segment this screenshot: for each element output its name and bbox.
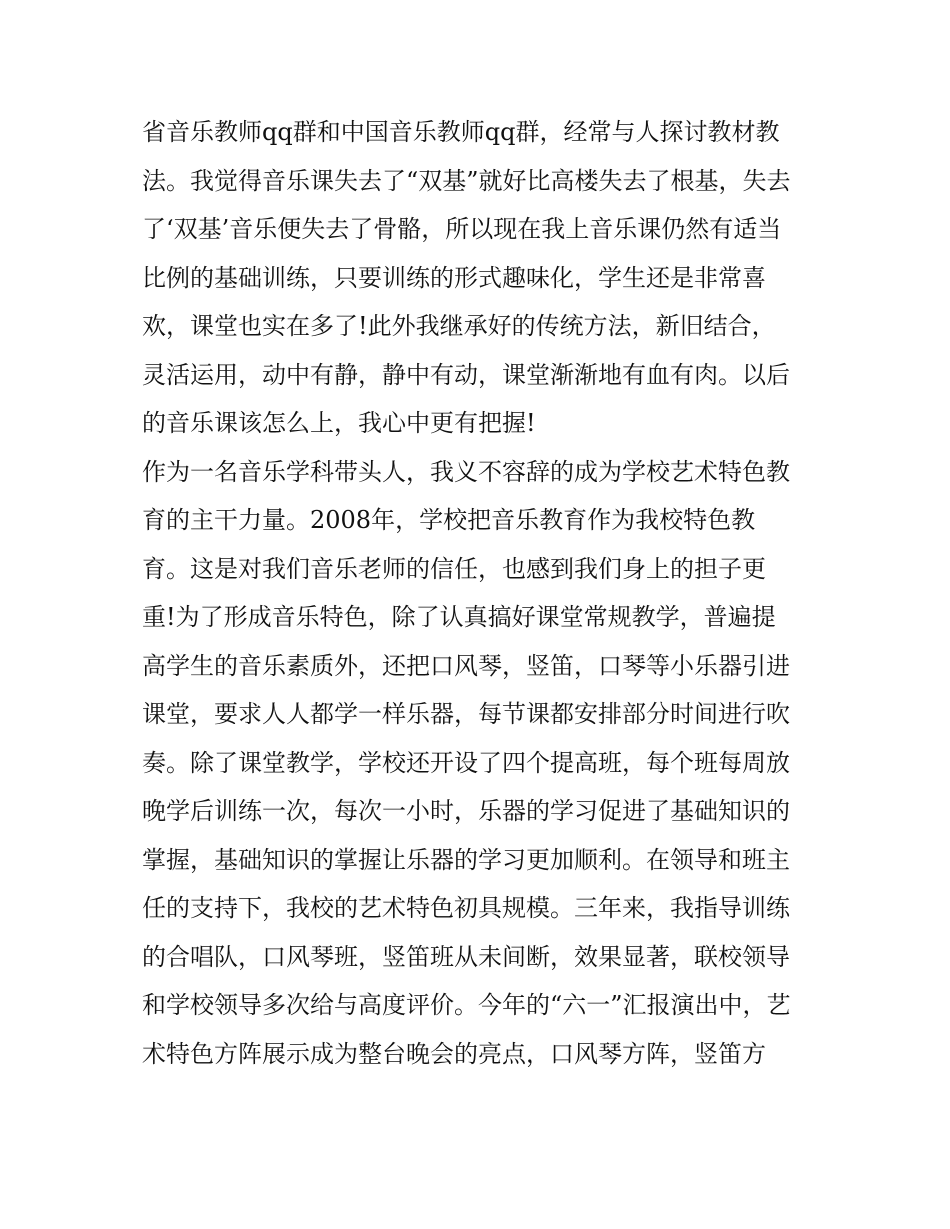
text-line-3: 了‘双基’音乐便失去了骨骼，所以现在我上音乐课仍然有适当 — [142, 215, 782, 243]
text-line-17: 任的支持下，我校的艺术特色初具规模。三年来，我指导训练 — [142, 894, 790, 922]
text-line-16: 掌握，基础知识的掌握让乐器的学习更加顺利。在领导和班主 — [142, 845, 790, 874]
text-line-2: 法。我觉得音乐课失去了“双基”就好比高楼失去了根基，失去 — [142, 166, 791, 195]
text-line-20: 术特色方阵展示成为整台晚会的亮点，口风琴方阵，竖笛方 — [142, 1039, 766, 1068]
text-line-18: 的合唱队，口风琴班，竖笛班从未间断，效果显著，联校领导 — [142, 942, 790, 971]
text-line-14: 奏。除了课堂教学，学校还开设了四个提高班，每个班每周放 — [142, 748, 790, 777]
text-line-11: 重!为了形成音乐特色，除了认真搞好课堂常规教学，普遍提 — [142, 603, 776, 631]
text-line-13: 课堂，要求人人都学一样乐器，每节课都安排部分时间进行吹 — [142, 700, 790, 728]
text-line-10: 育。这是对我们音乐老师的信任，也感到我们身上的担子更 — [142, 554, 766, 583]
text-line-19: 和学校领导多次给与高度评价。今年的“六一”汇报演出中，艺 — [142, 991, 791, 1019]
body-text — [142, 108, 822, 1078]
text-line-4: 比例的基础训练，只要训练的形式趣味化，学生还是非常喜 — [142, 263, 766, 292]
text-line-15: 晚学后训练一次，每次一小时，乐器的学习促进了基础知识的 — [142, 797, 790, 825]
text-line-1: 省音乐教师qq群和中国音乐教师qq群，经常与人探讨教材教 — [142, 118, 780, 146]
text-line-6: 灵活运用，动中有静，静中有动，课堂渐渐地有血有肉。以后 — [142, 360, 790, 389]
text-line-7: 的音乐课该怎么上，我心中更有把握! — [142, 409, 536, 437]
text-line-8: 作为一名音乐学科带头人，我义不容辞的成为学校艺术特色教 — [142, 457, 790, 486]
text-line-12: 高学生的音乐素质外，还把口风琴，竖笛，口琴等小乐器引进 — [142, 651, 790, 680]
text-line-9: 育的主干力量。2008年，学校把音乐教育作为我校特色教 — [142, 506, 756, 534]
text-line-5: 欢，课堂也实在多了!此外我继承好的传统方法，新旧结合， — [142, 312, 776, 340]
